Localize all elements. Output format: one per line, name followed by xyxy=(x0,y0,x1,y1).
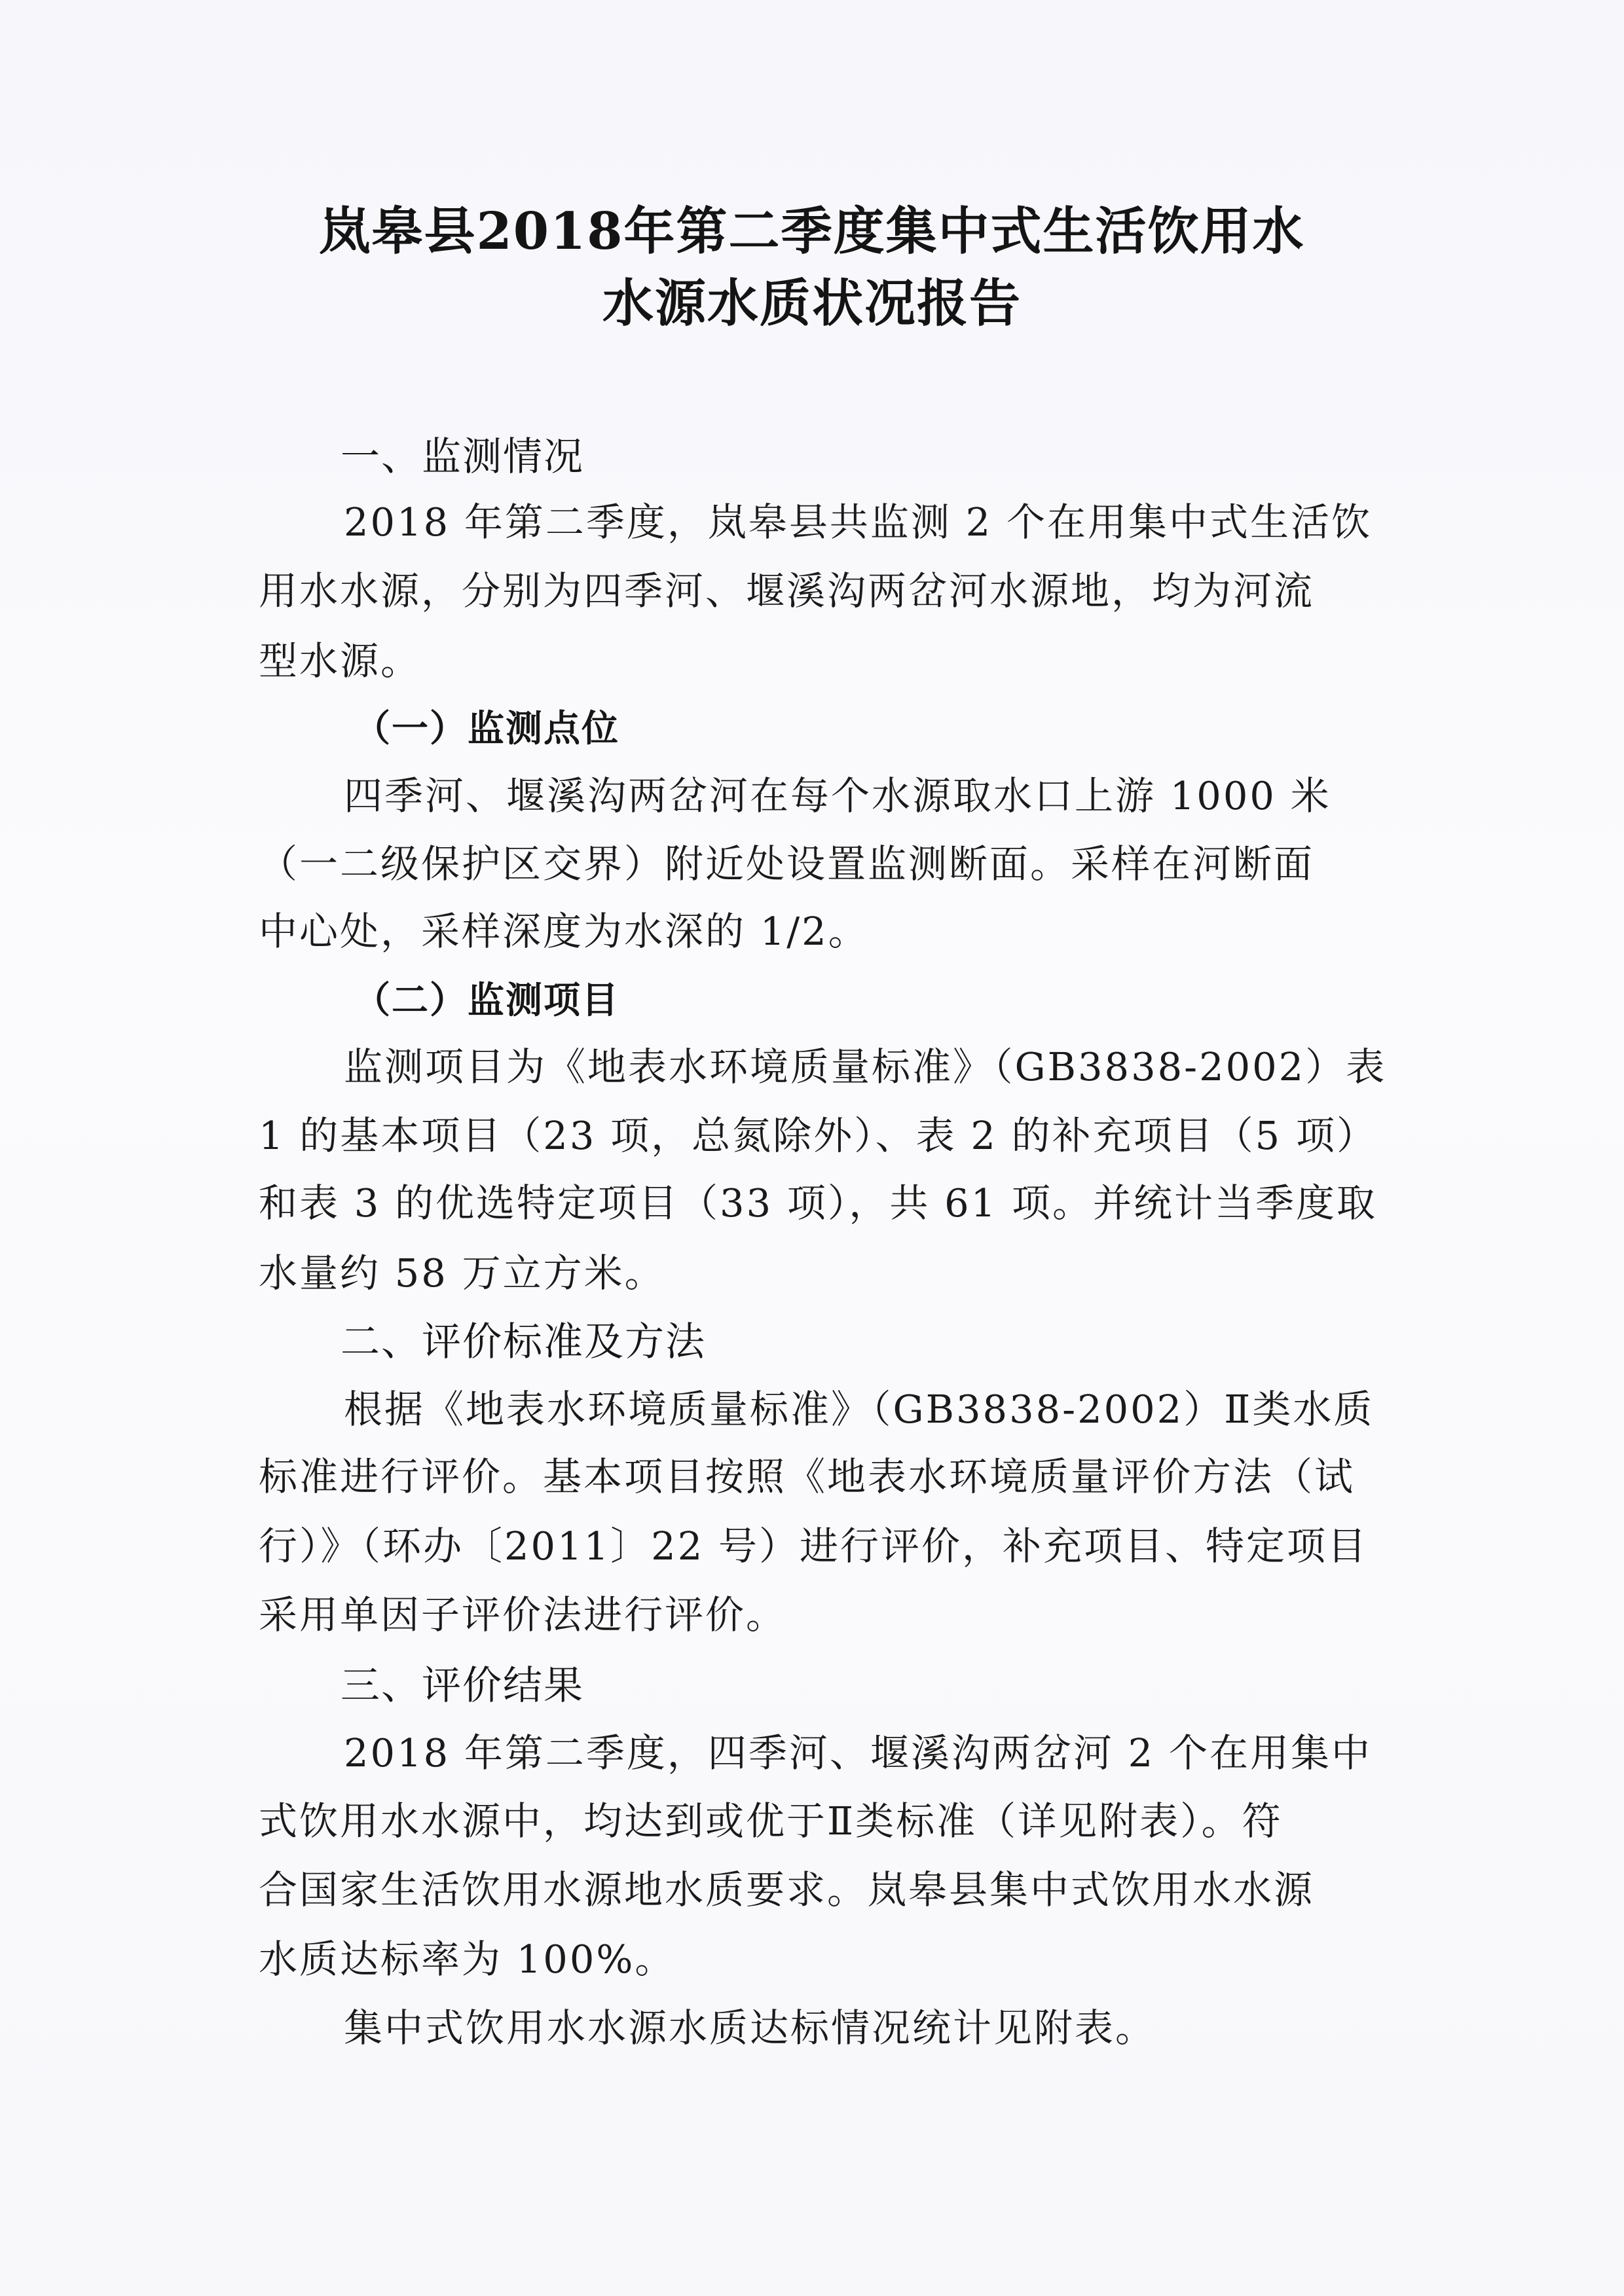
paragraph-line: 用水水源，分别为四季河、堰溪沟两岔河水源地，均为河流 xyxy=(259,568,1315,613)
paragraph-line: 和表 3 的优选特定项目（33 项），共 61 项。并统计当季度取 xyxy=(259,1180,1377,1226)
section-heading-monitoring: 一、监测情况 xyxy=(341,434,584,480)
paragraph-line: 监测项目为《地表水环境质量标准》（GB3838-2002）表 xyxy=(344,1044,1387,1089)
paragraph-line: 合国家生活饮用水源地水质要求。岚皋县集中式饮用水水源 xyxy=(259,1867,1315,1912)
paragraph-line: 标准进行评价。基本项目按照《地表水环境质量评价方法（试 xyxy=(259,1454,1356,1499)
document-title-line-2: 水源水质状况报告 xyxy=(602,274,1022,333)
paragraph-line: （一二级保护区交界）附近处设置监测断面。采样在河断面 xyxy=(259,841,1315,886)
paragraph-line: 根据《地表水环境质量标准》（GB3838-2002）Ⅱ类水质 xyxy=(344,1387,1375,1432)
paragraph-line: 中心处，采样深度为水深的 1/2。 xyxy=(259,909,869,954)
paragraph-line: 2018 年第二季度，四季河、堰溪沟两岔河 2 个在用集中 xyxy=(344,1730,1372,1776)
paragraph-line: 采用单因子评价法进行评价。 xyxy=(259,1592,787,1637)
paragraph-line: 水质达标率为 100%。 xyxy=(259,1937,676,1982)
closing-line: 集中式饮用水水源水质达标情况统计见附表。 xyxy=(344,2005,1156,2050)
subsection-heading-items: （二）监测项目 xyxy=(354,979,619,1022)
section-heading-evaluation-standard: 二、评价标准及方法 xyxy=(341,1319,706,1365)
paragraph-line: 行）》（环办〔2011〕22 号）进行评价，补充项目、特定项目 xyxy=(259,1523,1368,1569)
subsection-heading-points: （一）监测点位 xyxy=(354,707,619,750)
document-title-line-1: 岚皋县2018年第二季度集中式生活饮用水 xyxy=(319,202,1305,261)
paragraph-line: 型水源。 xyxy=(259,638,422,683)
paragraph-line: 四季河、堰溪沟两岔河在每个水源取水口上游 1000 米 xyxy=(344,773,1331,818)
paragraph-line: 1 的基本项目（23 项，总氮除外）、表 2 的补充项目（5 项） xyxy=(259,1113,1377,1158)
paragraph-line: 2018 年第二季度，岚皋县共监测 2 个在用集中式生活饮 xyxy=(344,500,1372,545)
section-heading-evaluation-result: 三、评价结果 xyxy=(341,1663,584,1709)
paragraph-line: 水量约 58 万立方米。 xyxy=(259,1250,665,1296)
paragraph-line: 式饮用水水源中，均达到或优于Ⅱ类标准（详见附表）。符 xyxy=(259,1798,1283,1844)
